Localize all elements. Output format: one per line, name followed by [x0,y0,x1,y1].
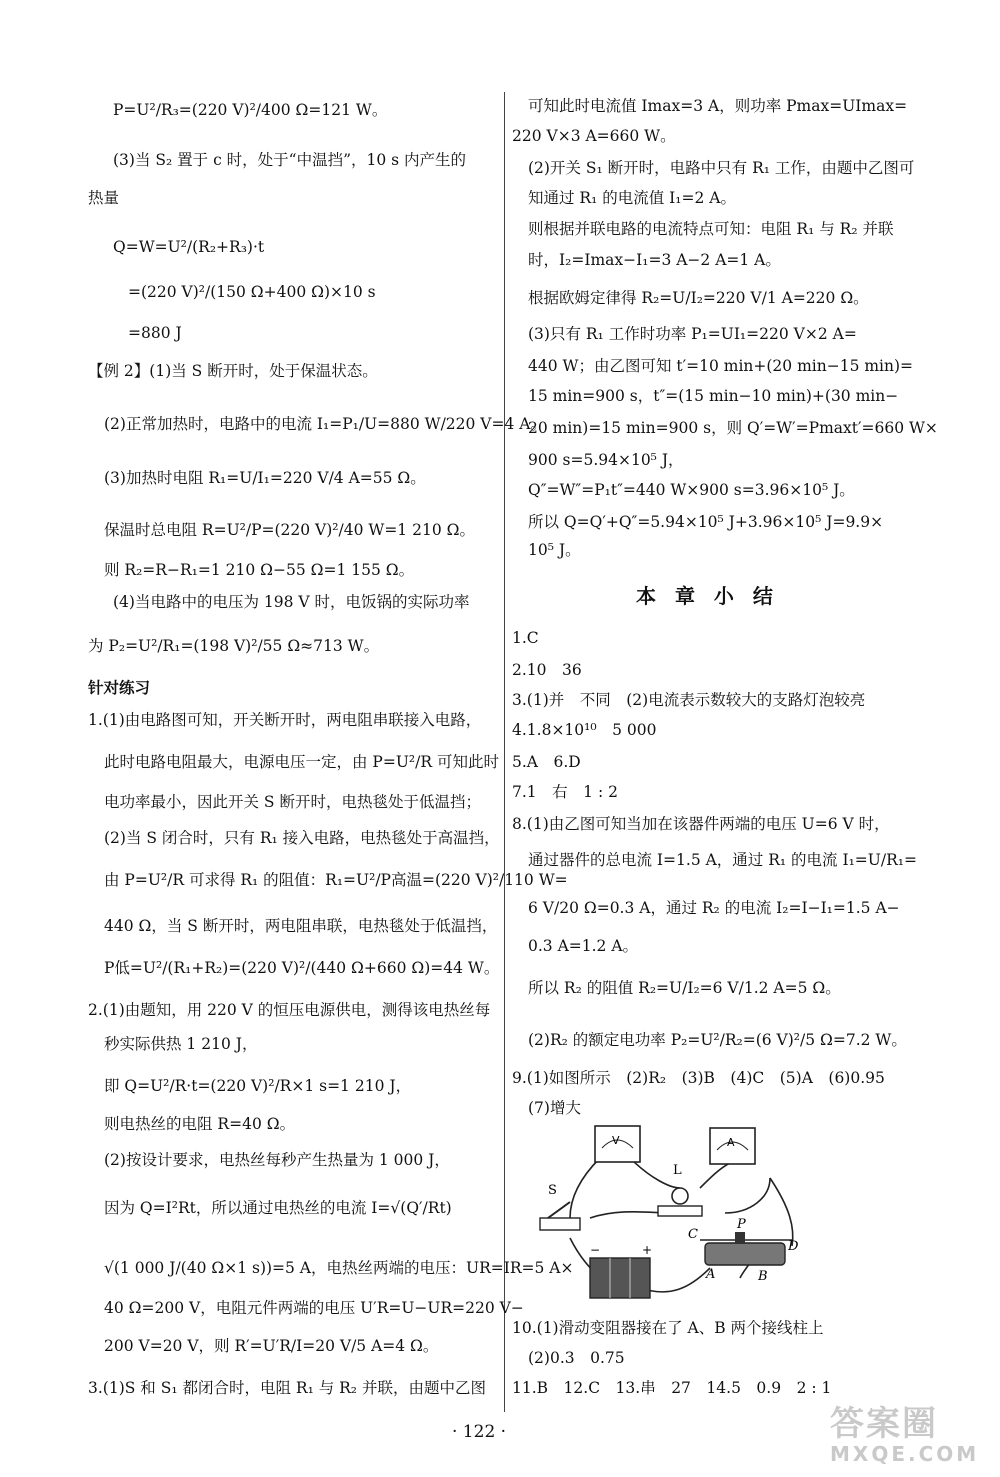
terminal-b-label: B [758,1269,768,1284]
left-line-13: 为 P₂=U²/R₁=(198 V)²/55 Ω≈713 W。 [88,637,380,655]
summary-line-9: 6 V/20 Ω=0.3 A，通过 R₂ 的电流 I₂=I−I₁=1.5 A− [528,899,900,917]
left-line-21: P低=U²/(R₁+R₂)=(220 V)²/(440 Ω+660 Ω)=44 W。 [104,959,500,977]
left-line-25: 则电热丝的电阻 R=40 Ω。 [104,1115,296,1133]
circuit-diagram [530,1118,830,1308]
left-line-5: =(220 V)²/(150 Ω+400 Ω)×10 s [128,283,376,301]
column-divider [504,92,505,1412]
left-line-20: 440 Ω，当 S 断开时，两电阻串联，电热毯处于低温挡， [104,917,498,935]
summary-line-11: 所以 R₂ 的阻值 R₂=U/I₂=6 V/1.2 A=5 Ω。 [528,979,841,997]
left-line-12: (4)当电路中的电压为 198 V 时，电饭锅的实际功率 [113,593,470,611]
terminal-d-label: D [788,1239,799,1254]
wire-8 [770,1178,793,1246]
watermark [830,1405,990,1471]
switch-lever [548,1202,570,1218]
right-line-12: 900 s=5.94×10⁵ J， [528,451,684,469]
left-line-7: 【例 2】(1)当 S 断开时，处于保温状态。 [88,362,378,380]
battery-icon [590,1258,650,1298]
left-line-9: (3)加热时电阻 R₁=U/I₁=220 V/4 A=55 Ω。 [104,469,426,487]
left-line-1: P=U²/R₃=(220 V)²/400 Ω=121 W。 [113,101,388,119]
wire-4 [725,1178,770,1213]
summary-line-12: (2)R₂ 的额定电功率 P₂=U²/R₂=(6 V)²/5 Ω=7.2 W。 [528,1031,907,1049]
left-line-22: 2.(1)由题知，用 220 V 的恒压电源供电，测得该电热丝每 [88,1001,491,1019]
left-line-10: 保温时总电阻 R=U²/P=(220 V)²/40 W=1 210 Ω。 [104,521,475,539]
summary-line-2: 2.10 36 [512,661,582,679]
right-line-10: 15 min=900 s，t″=(15 min−10 min)+(30 min− [528,387,899,405]
left-line-26: (2)按设计要求，电热丝每秒产生热量为 1 000 J， [104,1151,450,1169]
slider-p-label: P [737,1217,746,1232]
right-line-15: 10⁵ J。 [528,541,581,559]
rheostat-icon [705,1243,785,1265]
left-line-16: 此时电路电阻最大，电源电压一定，由 P=U²/R 可知此时 [104,753,499,771]
wire-3 [700,1163,730,1188]
left-line-4: Q=W=U²/(R₂+R₃)·t [113,238,265,256]
left-line-31: 3.(1)S 和 S₁ 都闭合时，电阻 R₁ 与 R₂ 并联，由题中乙图 [88,1379,486,1397]
lamp-base [658,1206,702,1216]
right-line-3: (2)开关 S₁ 断开时，电路中只有 R₁ 工作，由题中乙图可 [528,159,915,177]
lamp-icon [672,1188,688,1204]
right-line-14: 所以 Q=Q′+Q″=5.94×10⁵ J+3.96×10⁵ J=9.9× [528,513,884,531]
summary-line-6: 7.1 右 1 : 2 [512,783,618,801]
right-line-6: 时，I₂=Imax−I₁=3 A−2 A=1 A。 [528,251,781,269]
left-line-8: (2)正常加热时，电路中的电流 I₁=P₁/U=880 W/220 V=4 A。 [104,415,546,433]
left-line-3: 热量 [88,189,120,207]
summary-line-16: (2)0.3 0.75 [528,1349,625,1367]
switch-icon [540,1218,580,1230]
lamp-label: L [673,1163,682,1178]
right-line-13: Q″=W″=P₁t″=440 W×900 s=3.96×10⁵ J。 [528,481,855,499]
left-line-11: 则 R₂=R−R₁=1 210 Ω−55 Ω=1 155 Ω。 [104,561,415,579]
battery-plus: + [642,1243,653,1257]
right-line-7: 根据欧姆定律得 R₂=U/I₂=220 V/1 A=220 Ω。 [528,289,869,307]
practice-heading: 针对练习 [88,678,151,697]
section-title: 本 章 小 结 [636,584,779,608]
left-line-30: 200 V=20 V，则 R′=U′R/I=20 V/5 A=4 Ω。 [104,1337,439,1355]
left-line-29: 40 Ω=200 V，电阻元件两端的电压 U′R=U−UR=220 V− [104,1299,524,1317]
rheostat-slider [735,1232,745,1244]
left-line-19: 由 P=U²/R 可求得 R₁ 的阻值：R₁=U²/P高温=(220 V)²/110 W= [104,871,568,889]
wire-1 [570,1158,600,1218]
summary-line-1: 1.C [512,629,539,647]
summary-line-5: 5.A 6.D [512,753,581,771]
switch-label: S [548,1183,557,1198]
terminal-c-label: C [688,1227,698,1242]
summary-line-13: 9.(1)如图所示 (2)R₂ (3)B (4)C (5)A (6)0.95 [512,1069,885,1087]
summary-line-7: 8.(1)由乙图可知当加在该器件两端的电压 U=6 V 时， [512,815,890,833]
left-line-23: 秒实际供热 1 210 J， [104,1035,258,1053]
summary-line-4: 4.1.8×10¹⁰ 5 000 [512,721,657,739]
right-line-8: (3)只有 R₁ 工作时功率 P₁=UI₁=220 V×2 A= [528,325,857,343]
summary-line-10: 0.3 A=1.2 A。 [528,937,639,955]
left-line-18: (2)当 S 闭合时，只有 R₁ 接入电路，电热毯处于高温挡， [104,829,500,847]
voltmeter-label: V [612,1134,620,1147]
left-line-28: √(1 000 J/(40 Ω×1 s))=5 A，电热丝两端的电压：UR=IR=5 A× [104,1259,574,1277]
right-line-2: 220 V×3 A=660 W。 [512,127,676,145]
watermark-url: MXQE.COM [830,1442,980,1466]
right-line-11: 20 min)=15 min=900 s，则 Q′=W′=Pmaxt′=660 W× [528,419,938,437]
right-line-1: 可知此时电流值 Imax=3 A，则功率 Pmax=UImax= [528,97,908,115]
left-line-6: =880 J [128,324,182,342]
left-line-2: (3)当 S₂ 置于 c 时，处于“中温挡”，10 s 内产生的 [113,151,467,169]
summary-line-14: (7)增大 [528,1099,581,1117]
left-line-27: 因为 Q=I²Rt，所以通过电热丝的电流 I=√(Q′/Rt) [104,1199,452,1217]
summary-line-17: 11.B 12.C 13.串 27 14.5 0.9 2 : 1 [512,1379,832,1397]
left-line-15: 1.(1)由电路图可知，开关断开时，两电阻串联接入电路， [88,711,482,729]
left-line-17: 电功率最小，因此开关 S 断开时，电热毯处于低温挡； [104,793,481,811]
watermark-logo-text: 答案圈 [830,1404,938,1444]
right-line-5: 则根据并联电路的电流特点可知：电阻 R₁ 与 R₂ 并联 [528,220,894,238]
summary-line-15: 10.(1)滑动变阻器接在了 A、B 两个接线柱上 [512,1319,824,1337]
ammeter-label: A [727,1136,735,1149]
right-line-4: 知通过 R₁ 的电流值 I₁=2 A。 [528,189,736,207]
summary-line-8: 通过器件的总电流 I=1.5 A，通过 R₁ 的电流 I₁=U/R₁= [528,851,917,869]
page-number: · 122 · [452,1422,507,1442]
battery-minus: − [590,1243,601,1257]
terminal-a-label: A [706,1267,716,1282]
summary-line-3: 3.(1)并 不同 (2)电流表示数较大的支路灯泡较亮 [512,691,866,709]
left-line-24: 即 Q=U²/R·t=(220 V)²/R×1 s=1 210 J， [104,1077,412,1095]
right-line-9: 440 W；由乙图可知 t′=10 min+(20 min−15 min)= [528,357,914,375]
